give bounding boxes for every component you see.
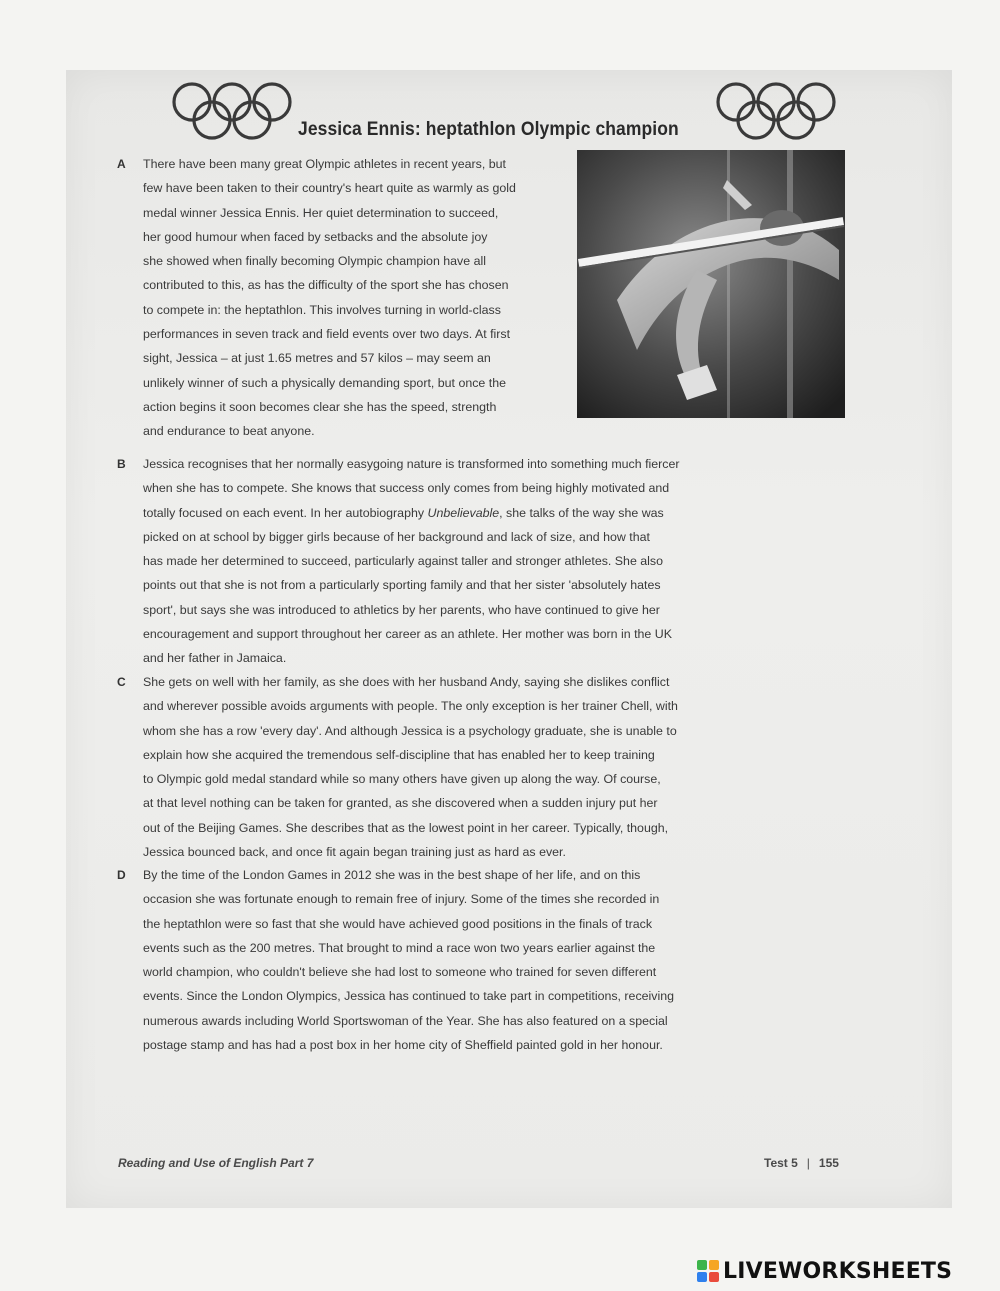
- olympic-rings-icon-right: [712, 80, 840, 144]
- text-line: Jessica recognises that her normally easygoing nature is transformed into something much fiercer: [143, 457, 680, 471]
- footer-page-info: [764, 1156, 839, 1170]
- text-line: There have been many great Olympic athletes in recent years, but: [143, 157, 506, 171]
- text-line: numerous awards including World Sportswoman of the Year. She has also featured on a special: [143, 1013, 668, 1028]
- text-line: sight, Jessica – at just 1.65 metres and 57 kilos – may seem an: [143, 351, 491, 366]
- logo-square: [709, 1272, 719, 1282]
- paragraph-a: [117, 152, 573, 444]
- text-line: postage stamp and has had a post box in her home city of Sheffield painted gold in her honour.: [143, 1038, 663, 1053]
- text-line: her good humour when faced by setbacks and the absolute joy: [143, 229, 488, 244]
- text-line: to compete in: the heptathlon. This involves turning in world-class: [143, 302, 501, 317]
- paragraph-letter: B: [117, 457, 126, 471]
- text-line: and her father in Jamaica.: [143, 651, 287, 666]
- text-line: unlikely winner of such a physically demanding sport, but once the: [143, 375, 506, 390]
- text-line: events. Since the London Olympics, Jessica has continued to take part in competitions, receiving: [143, 989, 675, 1004]
- text-line: action begins it soon becomes clear she has the speed, strength: [143, 399, 497, 414]
- high-jump-photo: [577, 150, 845, 418]
- logo-square: [697, 1260, 707, 1270]
- text-line: out of the Beijing Games. She describes that as the lowest point in her career. Typically, though,: [143, 820, 669, 835]
- text-line: performances in seven track and field events over two days. At first: [143, 327, 511, 342]
- text-line: encouragement and support throughout her career as an athlete. Her mother was born in the UK: [143, 627, 672, 642]
- liveworksheets-logo-icon: [697, 1260, 719, 1282]
- text-line: She gets on well with her family, as she does with her husband Andy, saying she dislikes conflict: [143, 675, 670, 689]
- text-line: and wherever possible avoids arguments with people. The only exception is her trainer Chell, with: [143, 699, 678, 714]
- text-line: whom she has a row 'every day'. And although Jessica is a psychology graduate, she is unable to: [143, 723, 677, 738]
- page-number: 155: [818, 1156, 839, 1170]
- paragraph-letter: A: [117, 157, 126, 171]
- text-line: sport', but says she was introduced to athletics by her parents, who have continued to give her: [143, 602, 660, 617]
- paragraph-c: [117, 670, 863, 864]
- text-line: the heptathlon were so fast that she would have achieved good positions in the finals of track: [143, 916, 653, 931]
- paragraph-b: [117, 452, 863, 671]
- text-line: totally focused on each event. In her autobiography Unbelievable, she talks of the way she was: [143, 505, 664, 520]
- text-line: and endurance to beat anyone.: [143, 424, 315, 439]
- text-line: world champion, who couldn't believe she had lost to someone who trained for seven different: [143, 965, 657, 980]
- footer-section-label: Reading and Use of English Part 7: [118, 1156, 314, 1170]
- text-line: picked on at school by bigger girls because of her background and lack of size, and how that: [143, 529, 650, 544]
- text-line: at that level nothing can be taken for granted, as she discovered when a sudden injury put her: [143, 796, 658, 811]
- text-line: occasion she was fortunate enough to remain free of injury. Some of the times she recorded in: [143, 892, 660, 907]
- olympic-rings-icon-left: [168, 80, 296, 144]
- paragraph-letter: D: [117, 868, 126, 882]
- text-line: points out that she is not from a particularly sporting family and that her sister 'absolutely hates: [143, 578, 661, 593]
- text-line: By the time of the London Games in 2012 she was in the best shape of her life, and on this: [143, 868, 641, 882]
- footer-separator: |: [806, 1156, 810, 1170]
- text-line: Jessica bounced back, and once fit again began training just as hard as ever.: [143, 845, 566, 860]
- paragraph-letter: C: [117, 675, 126, 689]
- text-line: to Olympic gold medal standard while so many others have given up along the way. Of course,: [143, 772, 661, 787]
- logo-square: [709, 1260, 719, 1270]
- text-line: explain how she acquired the tremendous self-discipline that has enabled her to keep training: [143, 747, 655, 762]
- logo-square: [697, 1272, 707, 1282]
- text-line: when she has to compete. She knows that success only comes from being highly motivated and: [143, 481, 670, 496]
- liveworksheets-wordmark: LIVEWORKSHEETS: [723, 1258, 953, 1284]
- text-line: she showed when finally becoming Olympic champion have all: [143, 254, 486, 269]
- footer-test-label: Test 5: [764, 1156, 798, 1170]
- paragraph-d: [117, 863, 863, 1057]
- text-line: has made her determined to succeed, particularly against taller and stronger athletes. She also: [143, 554, 664, 569]
- text-line: medal winner Jessica Ennis. Her quiet determination to succeed,: [143, 205, 499, 220]
- text-line: events such as the 200 metres. That brought to mind a race won two years earlier against the: [143, 940, 656, 955]
- text-line: few have been taken to their country's heart quite as warmly as gold: [143, 181, 516, 196]
- page-title: Jessica Ennis: heptathlon Olympic champion: [298, 118, 679, 140]
- text-line: contributed to this, as has the difficulty of the sport she has chosen: [143, 278, 509, 293]
- liveworksheets-logo: [697, 1258, 952, 1284]
